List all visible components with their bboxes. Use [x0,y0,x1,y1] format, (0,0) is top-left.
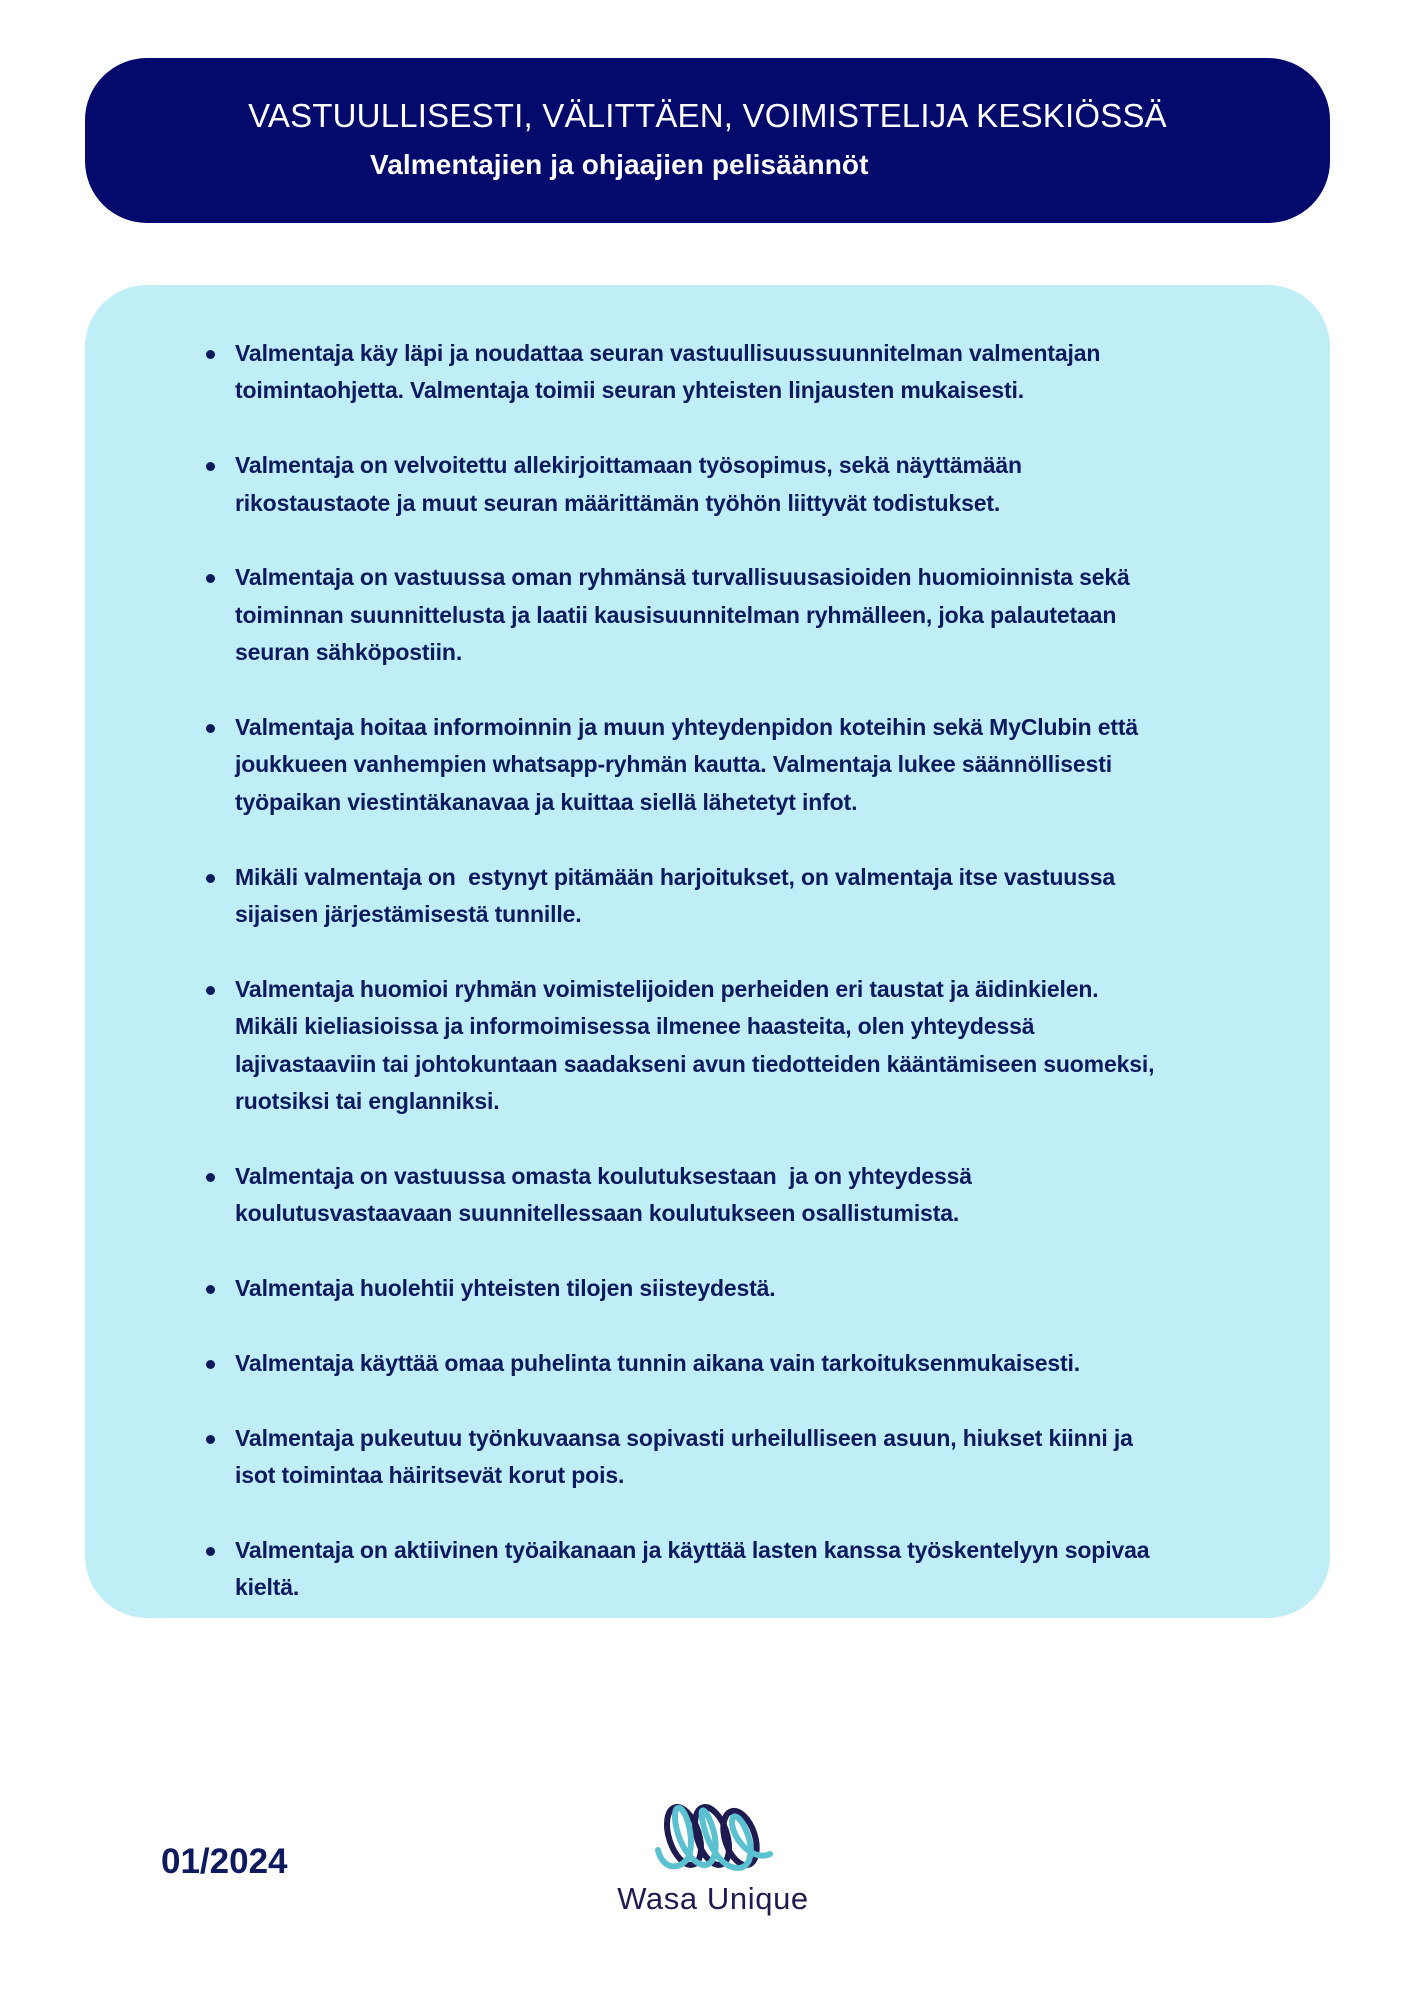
bullet-icon [206,724,215,733]
rule-text-line: koulutusvastaavaan suunnitellessaan koulutukseen osallistumista. [235,1200,960,1227]
bullet-icon [206,350,215,359]
club-name: Wasa Unique [617,1881,809,1916]
document-date: 01/2024 [161,1842,288,1881]
spiral-rings-logo-icon [648,1798,778,1878]
rule-text-line: Valmentaja pukeutuu työnkuvaansa sopivasti urheilulliseen asuun, hiukset kiinni ja [235,1424,1133,1451]
rule-text-line: työpaikan viestintäkanavaa ja kuittaa siellä lähetetyt infot. [235,788,858,815]
rule-text-line: ruotsiksi tai englanniksi. [235,1088,500,1115]
page-subtitle: Valmentajien ja ohjaajien pelisäännöt [370,149,869,180]
bullet-icon [206,1360,215,1369]
bullet-icon [206,574,215,583]
rule-text-line: kieltä. [235,1574,300,1601]
rule-text-line: toimintaohjetta. Valmentaja toimii seuran yhteisten linjausten mukaisesti. [235,377,1025,404]
rule-text-line: Valmentaja huomioi ryhmän voimistelijoiden perheiden eri taustat ja äidinkielen. [235,975,1099,1002]
bullet-icon [206,1435,215,1444]
rule-text-line: Valmentaja on vastuussa omasta koulutuksestaan ja on yhteydessä [235,1162,972,1189]
bullet-icon [206,1173,215,1182]
rule-text-line: sijaisen järjestämisestä tunnille. [235,901,582,928]
rule-text-line: toiminnan suunnittelusta ja laatii kausisuunnitelman ryhmälleen, joka palautetaan [235,601,1117,628]
rule-text-line: Mikäli valmentaja on estynyt pitämään harjoitukset, on valmentaja itse vastuussa [235,863,1116,890]
rule-text-line: Valmentaja käy läpi ja noudattaa seuran vastuullisuussuunnitelman valmentajan [235,340,1101,366]
rule-item [235,709,1295,821]
rules-list [235,335,1295,1607]
rule-text-line: Valmentaja käyttää omaa puhelinta tunnin aikana vain tarkoituksenmukaisesti. [235,1349,1081,1376]
rule-item [235,1532,1295,1607]
rule-text-line: Valmentaja huolehtii yhteisten tilojen siisteydestä. [235,1275,776,1302]
rule-item [235,1345,1295,1382]
rules-panel [85,285,1330,1618]
rule-item [235,335,1295,410]
rule-item [235,1270,1295,1307]
rule-item [235,447,1295,522]
club-logo [600,1798,826,1928]
rule-item [235,859,1295,934]
bullet-icon [206,986,215,995]
rule-item [235,1158,1295,1233]
rule-text-line: isot toimintaa häiritsevät korut pois. [235,1462,625,1489]
rule-item [235,1420,1295,1495]
title-banner [85,58,1330,223]
rule-text-line: Mikäli kieliasioissa ja informoimisessa ilmenee haasteita, olen yhteydessä [235,1013,1035,1040]
rule-text-line: Valmentaja hoitaa informoinnin ja muun yhteydenpidon koteihin sekä MyClubin että [235,714,1139,741]
rule-text-line: seuran sähköpostiin. [235,639,463,666]
rule-text-line: rikostaustaote ja muut seuran määrittämän työhön liittyvät todistukset. [235,489,1001,516]
bullet-icon [206,1285,215,1294]
rule-text-line: joukkueen vanhempien whatsapp-ryhmän kautta. Valmentaja lukee säännöllisesti [235,751,1112,778]
rule-item [235,971,1295,1121]
page-title: VASTUULLISESTI, VÄLITTÄEN, VOIMISTELIJA KESKIÖSSÄ [248,97,1167,134]
rule-text-line: lajivastaaviin tai johtokuntaan saadakseni avun tiedotteiden kääntämiseen suomeksi, [235,1050,1155,1077]
rule-text-line: Valmentaja on velvoitettu allekirjoittamaan työsopimus, sekä näyttämään [235,452,1022,479]
bullet-icon [206,462,215,471]
rule-text-line: Valmentaja on aktiivinen työaikanaan ja käyttää lasten kanssa työskentelyyn sopivaa [235,1536,1150,1563]
rule-text-line: Valmentaja on vastuussa oman ryhmänsä turvallisuusasioiden huomioinnista sekä [235,564,1130,591]
bullet-icon [206,874,215,883]
rule-item [235,559,1295,671]
bullet-icon [206,1547,215,1556]
